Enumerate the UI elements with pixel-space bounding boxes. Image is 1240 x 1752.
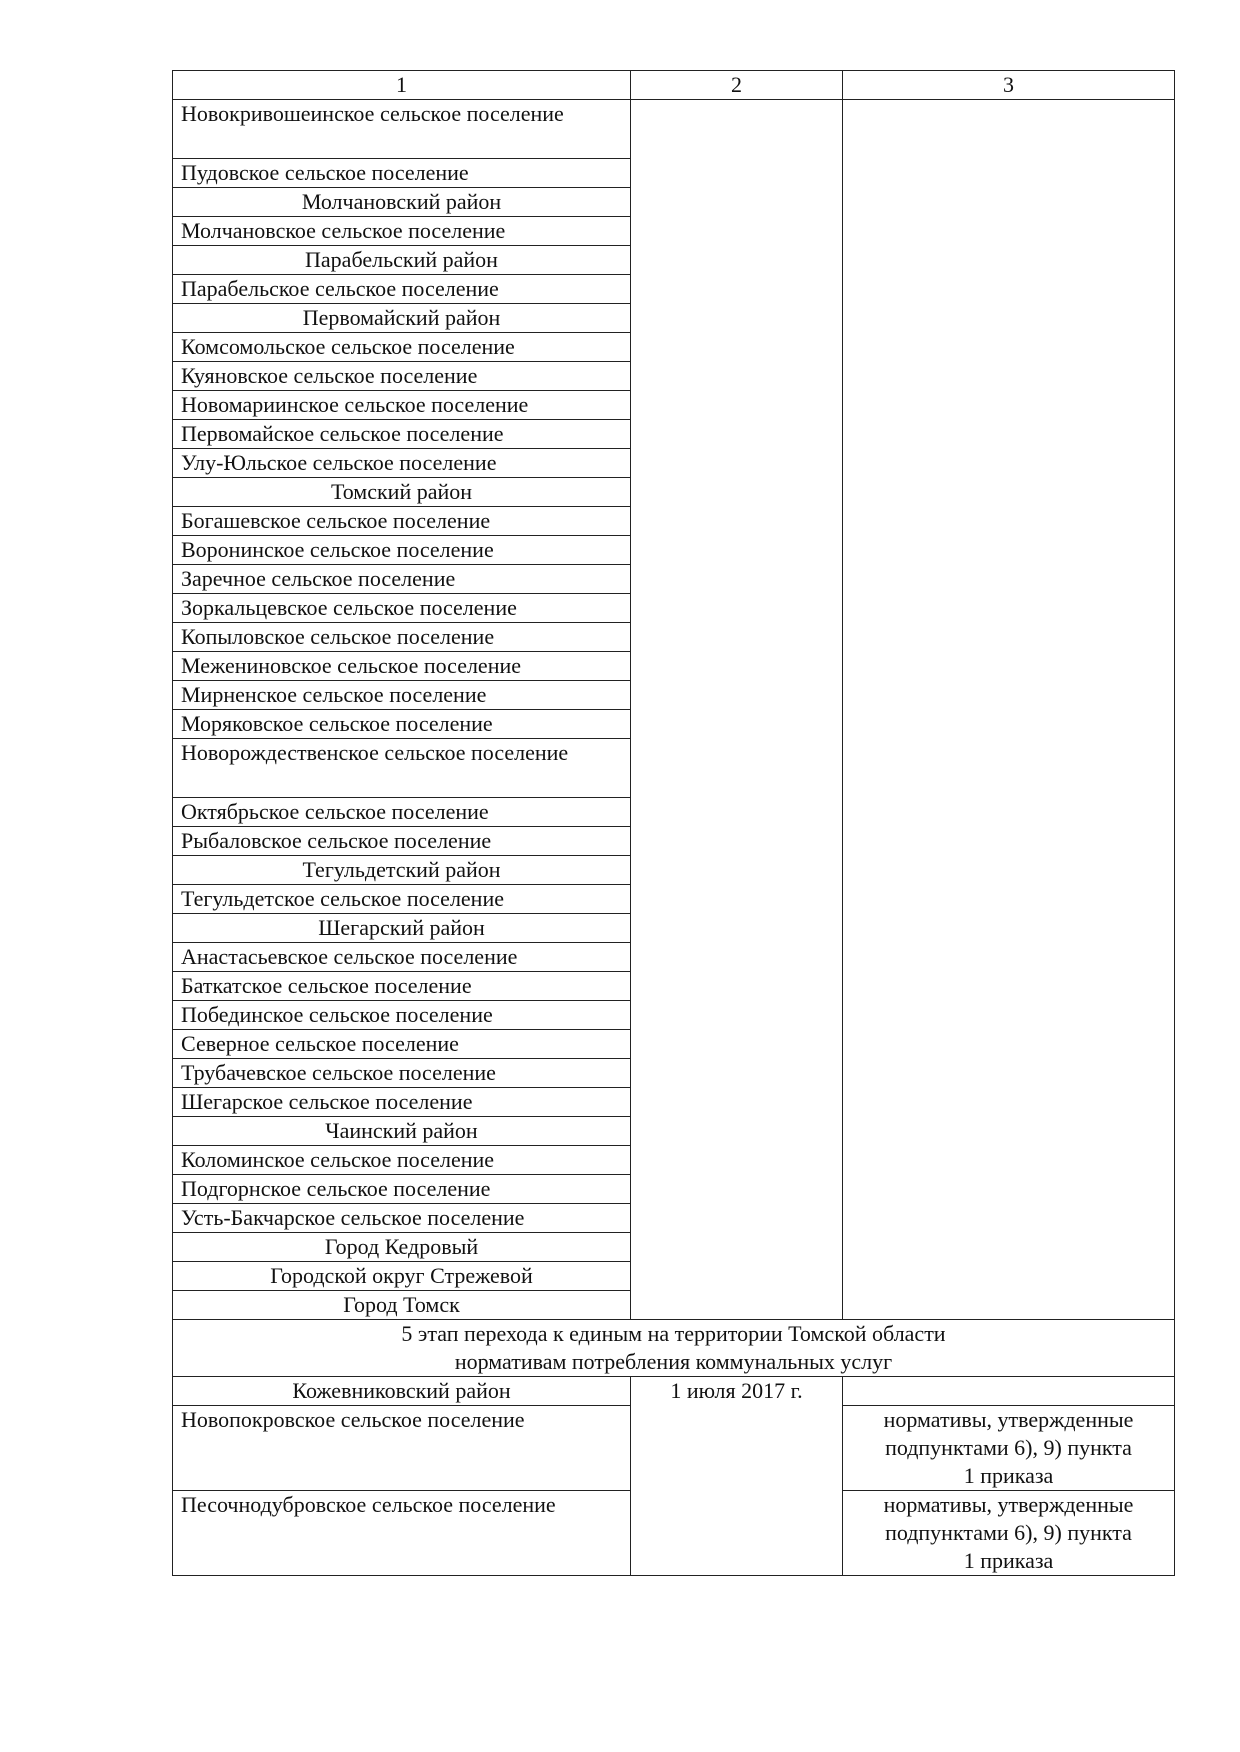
settlement-name: Комсомольское сельское поселение	[173, 333, 631, 362]
empty-norms-cell	[843, 1377, 1175, 1406]
settlement-name: Первомайское сельское поселение	[173, 420, 631, 449]
settlement-name: Межениновское сельское поселение	[173, 652, 631, 681]
settlement-name: Заречное сельское поселение	[173, 565, 631, 594]
norms-reference	[843, 1406, 1175, 1491]
district-name: Парабельский район	[173, 246, 631, 275]
norms-table-body	[173, 71, 1175, 1576]
settlement-name: Мирненское сельское поселение	[173, 681, 631, 710]
district-name: Город Кедровый	[173, 1233, 631, 1262]
settlement-name: Куяновское сельское поселение	[173, 362, 631, 391]
settlement-name: Побединское сельское поселение	[173, 1001, 631, 1030]
settlement-name: Молчановское сельское поселение	[173, 217, 631, 246]
stage4-norms-cell	[843, 100, 1175, 1320]
settlement-name: Песочнодубровское сельское поселение	[173, 1491, 631, 1576]
header-row	[173, 71, 1175, 100]
norms-reference-line: 1 приказа	[963, 1463, 1054, 1488]
stage4-date-cell	[631, 100, 843, 1320]
settlement-name: Шегарское сельское поселение	[173, 1088, 631, 1117]
settlement-name: Октябрьское сельское поселение	[173, 798, 631, 827]
settlement-name: Анастасьевское сельское поселение	[173, 943, 631, 972]
settlement-name: Трубачевское сельское поселение	[173, 1059, 631, 1088]
norms-table	[172, 70, 1175, 1576]
district-name: Кожевниковский район	[173, 1377, 631, 1406]
district-name: Томский район	[173, 478, 631, 507]
norms-reference	[843, 1491, 1175, 1576]
settlement-name: Коломинское сельское поселение	[173, 1146, 631, 1175]
settlement-name: Рыбаловское сельское поселение	[173, 827, 631, 856]
settlement-name: Новопокровское сельское поселение	[173, 1406, 631, 1491]
settlement-name: Моряковское сельское поселение	[173, 710, 631, 739]
settlement-name: Копыловское сельское поселение	[173, 623, 631, 652]
norms-reference-line: подпунктами 6), 9) пункта	[885, 1435, 1132, 1460]
norms-reference-line: нормативы, утвержденные	[883, 1492, 1134, 1517]
settlement-name: Новорождественское сельское поселение	[173, 739, 631, 798]
district-name: Город Томск	[173, 1291, 631, 1320]
settlement-name: Новокривошеинское сельское поселение	[173, 100, 631, 159]
district-name: Тегульдетский район	[173, 856, 631, 885]
stage5-title	[173, 1320, 1175, 1377]
district-name: Шегарский район	[173, 914, 631, 943]
settlement-name: Улу-Юльское сельское поселение	[173, 449, 631, 478]
settlement-name: Парабельское сельское поселение	[173, 275, 631, 304]
norms-reference-line: подпунктами 6), 9) пункта	[885, 1520, 1132, 1545]
settlement-name: Северное сельское поселение	[173, 1030, 631, 1059]
district-name: Чаинский район	[173, 1117, 631, 1146]
settlement-name: Воронинское сельское поселение	[173, 536, 631, 565]
stage5-date: 1 июля 2017 г.	[631, 1377, 843, 1576]
settlement-name: Подгорнское сельское поселение	[173, 1175, 631, 1204]
column-number-3: 3	[843, 71, 1175, 100]
norms-reference-line: нормативы, утвержденные	[883, 1407, 1134, 1432]
settlement-name: Новомариинское сельское поселение	[173, 391, 631, 420]
settlement-name: Пудовское сельское поселение	[173, 159, 631, 188]
settlement-name: Тегульдетское сельское поселение	[173, 885, 631, 914]
settlement-name: Усть-Бакчарское сельское поселение	[173, 1204, 631, 1233]
column-number-1: 1	[173, 71, 631, 100]
district-name: Городской округ Стрежевой	[173, 1262, 631, 1291]
stage5-title-line1: 5 этап перехода к единым на территории Томской области	[401, 1321, 946, 1346]
district-name: Первомайский район	[173, 304, 631, 333]
stage5-title-row	[173, 1320, 1175, 1377]
settlement-name: Богашевское сельское поселение	[173, 507, 631, 536]
district-name: Молчановский район	[173, 188, 631, 217]
settlement-name: Баткатское сельское поселение	[173, 972, 631, 1001]
settlement-name: Зоркальцевское сельское поселение	[173, 594, 631, 623]
district-row	[173, 1377, 1175, 1406]
stage5-title-line2: нормативам потребления коммунальных услуг	[454, 1349, 893, 1374]
norms-reference-line: 1 приказа	[963, 1548, 1054, 1573]
settlement-row	[173, 100, 1175, 159]
column-number-2: 2	[631, 71, 843, 100]
